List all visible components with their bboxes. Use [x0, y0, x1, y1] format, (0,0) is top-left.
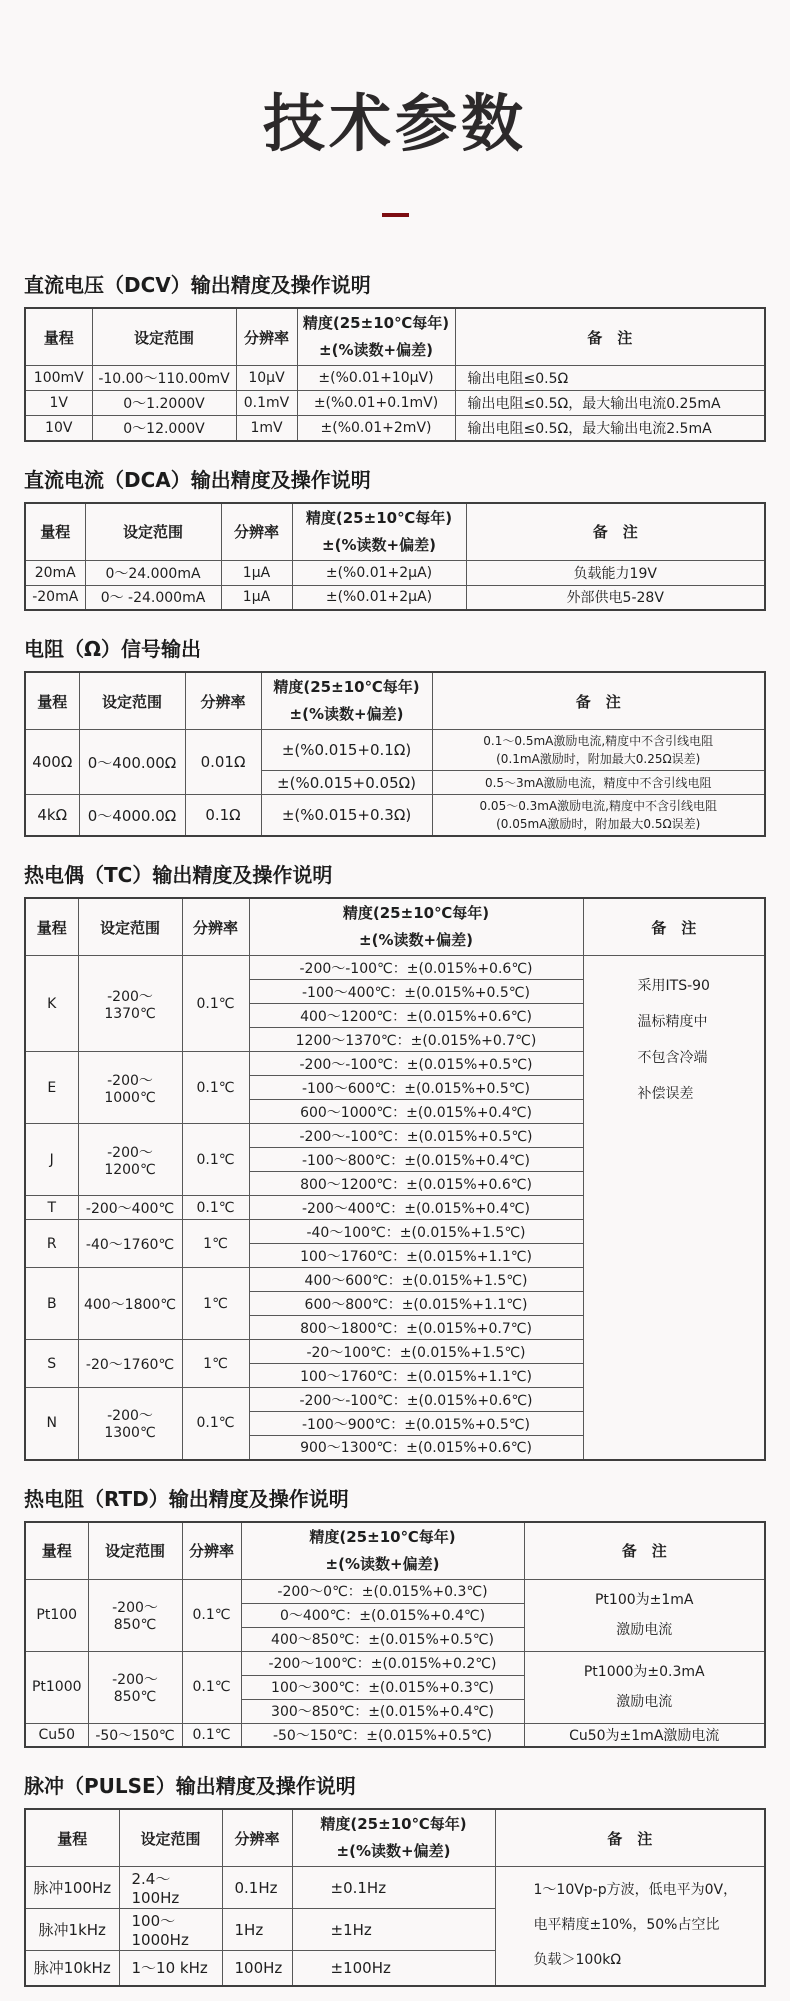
cell-resolution: 1℃ — [182, 1268, 249, 1340]
cell-accuracy: 400～1200℃：±(0.015%+0.6℃) — [249, 1004, 583, 1028]
section-heading-tc: 热电偶（TC）输出精度及操作说明 — [24, 863, 333, 887]
cell-range: 1V — [25, 391, 92, 416]
cell-accuracy: -40～100℃：±(0.015%+1.5℃) — [249, 1220, 583, 1244]
table-row — [25, 1723, 765, 1747]
accuracy-header-line2: ±(%读数+偏差) — [359, 931, 473, 949]
cell-resolution: 0.1℃ — [182, 956, 249, 1052]
remark-line: Pt1000为±0.3mA — [583, 1664, 705, 1680]
cell-remark: 输出电阻≤0.5Ω，最大输出电流0.25mA — [455, 391, 765, 416]
accuracy-header-line2: ±(%读数+偏差) — [322, 535, 436, 554]
col-header-accuracy — [261, 672, 432, 730]
col-header-range: 量程 — [25, 898, 78, 956]
col-header-resolution: 分辨率 — [182, 898, 249, 956]
col-header-accuracy — [297, 308, 455, 366]
section-heading-rtd: 热电阻（RTD）输出精度及操作说明 — [24, 1486, 349, 1511]
accuracy-header-line2: ±(%读数+偏差) — [325, 1554, 440, 1573]
cell-accuracy: -100～900℃：±(0.015%+0.5℃) — [249, 1412, 583, 1436]
section-heading-resistance: 电阻（Ω）信号输出 — [24, 637, 202, 661]
table-row — [25, 366, 765, 391]
cell-range: Cu50 — [25, 1723, 88, 1747]
page-header — [0, 74, 790, 217]
cell-accuracy: -20～100℃：±(0.015%+1.5℃) — [249, 1340, 583, 1364]
cell-range: S — [25, 1340, 78, 1388]
cell-accuracy: 0～400℃：±(0.015%+0.4℃) — [241, 1603, 524, 1627]
remark-line: 0.5～3mA激励电流，精度中不含引线电阻 — [484, 775, 712, 790]
cell-accuracy: 600～800℃：±(0.015%+1.1℃) — [249, 1292, 583, 1316]
cell-remark — [524, 1579, 765, 1651]
cell-resolution: 1Hz — [222, 1909, 292, 1951]
table-header-row — [25, 898, 765, 956]
cell-set-range: -200～850℃ — [88, 1579, 182, 1651]
cell-remark — [432, 771, 765, 795]
col-header-range: 量程 — [25, 503, 85, 561]
cell-range: -20mA — [25, 585, 85, 610]
cell-resolution: 0.1Ω — [185, 795, 261, 837]
col-header-remark: 备 注 — [466, 503, 765, 561]
cell-remark — [583, 956, 765, 1460]
cell-set-range: -200～400℃ — [78, 1196, 182, 1220]
cell-accuracy: 900～1300℃：±(0.015%+0.6℃) — [249, 1436, 583, 1460]
cell-accuracy: -200～0℃：±(0.015%+0.3℃) — [241, 1579, 524, 1603]
cell-resolution: 0.1℃ — [182, 1052, 249, 1124]
cell-remark — [432, 730, 765, 771]
table-row — [25, 795, 765, 837]
cell-accuracy: -50～150℃：±(0.015%+0.5℃) — [241, 1723, 524, 1747]
cell-set-range: -50～150℃ — [88, 1723, 182, 1747]
remark-line: 电平精度±10%，50%占空比 — [533, 1917, 720, 1934]
cell-accuracy: 100～300℃：±(0.015%+0.3℃) — [241, 1675, 524, 1699]
cell-range: 4kΩ — [25, 795, 79, 837]
accuracy-header-line1: 精度(25±10℃每年) — [273, 678, 420, 696]
cell-accuracy: ±(%0.01+2μA) — [292, 585, 466, 610]
table-row — [25, 560, 765, 585]
cell-accuracy: ±(%0.01+10μV) — [297, 366, 455, 391]
col-header-remark: 备 注 — [432, 672, 765, 730]
remark-line: 补偿误差 — [637, 1086, 694, 1102]
dca-table — [24, 502, 766, 612]
cell-range: E — [25, 1052, 78, 1124]
cell-set-range: -10.00～110.00mV — [92, 366, 236, 391]
cell-accuracy: -200～-100℃：±(0.015%+0.5℃) — [249, 1124, 583, 1148]
col-header-set-range: 设定范围 — [85, 503, 221, 561]
cell-accuracy: -100～600℃：±(0.015%+0.5℃) — [249, 1076, 583, 1100]
accuracy-header-line2: ±(%读数+偏差) — [289, 705, 404, 723]
title-divider — [382, 213, 409, 217]
col-header-accuracy — [292, 503, 466, 561]
section-heading-dca: 直流电流（DCA）输出精度及操作说明 — [24, 467, 371, 492]
cell-set-range: -200～1000℃ — [78, 1052, 182, 1124]
cell-accuracy: -200～-100℃：±(0.015%+0.6℃) — [249, 956, 583, 980]
cell-accuracy: -200～400℃：±(0.015%+0.4℃) — [249, 1196, 583, 1220]
cell-resolution: 1℃ — [182, 1220, 249, 1268]
cell-range: N — [25, 1388, 78, 1460]
col-header-set-range: 设定范围 — [88, 1522, 182, 1580]
col-header-accuracy — [292, 1809, 495, 1867]
cell-remark: 输出电阻≤0.5Ω，最大输出电流2.5mA — [455, 416, 765, 441]
cell-accuracy: ±(%0.01+2μA) — [292, 560, 466, 585]
tc-table — [24, 897, 766, 1461]
cell-resolution: 0.1Hz — [222, 1867, 292, 1909]
cell-remark: Cu50为±1mA激励电流 — [524, 1723, 765, 1747]
accuracy-header-line1: 精度(25±10℃每年) — [302, 314, 450, 332]
cell-set-range: 2.4～100Hz — [119, 1867, 222, 1909]
accuracy-header-line1: 精度(25±10℃每年) — [342, 904, 490, 922]
col-header-range: 量程 — [25, 1809, 119, 1867]
remark-line: (0.1mA激励时，附加最大0.25Ω误差) — [496, 752, 701, 766]
cell-range: 20mA — [25, 560, 85, 585]
cell-remark: 负载能力19V — [466, 560, 765, 585]
cell-set-range: 0～400.00Ω — [79, 730, 185, 795]
cell-accuracy: ±100Hz — [292, 1951, 495, 1986]
col-header-accuracy — [249, 898, 583, 956]
remark-line: (0.05mA激励时，附加最大0.5Ω误差) — [496, 817, 701, 831]
cell-remark: 外部供电5-28V — [466, 585, 765, 610]
table-row — [25, 956, 765, 980]
cell-accuracy: 1200～1370℃：±(0.015%+0.7℃) — [249, 1028, 583, 1052]
cell-range: J — [25, 1124, 78, 1196]
col-header-resolution: 分辨率 — [222, 1809, 292, 1867]
col-header-range: 量程 — [25, 672, 79, 730]
cell-range: T — [25, 1196, 78, 1220]
cell-range: B — [25, 1268, 78, 1340]
cell-set-range: 1～10 kHz — [119, 1951, 222, 1986]
cell-accuracy: ±(%0.015+0.3Ω) — [261, 795, 432, 837]
table-row — [25, 1651, 765, 1675]
table-row — [25, 391, 765, 416]
col-header-remark: 备 注 — [524, 1522, 765, 1580]
cell-resolution: 1μA — [221, 560, 292, 585]
col-header-set-range: 设定范围 — [79, 672, 185, 730]
table-row — [25, 730, 765, 771]
remark-line: Pt100为±1mA — [594, 1592, 694, 1608]
cell-set-range: 0～24.000mA — [85, 560, 221, 585]
cell-set-range: -20～1760℃ — [78, 1340, 182, 1388]
cell-resolution: 0.1℃ — [182, 1579, 241, 1651]
cell-accuracy: -200～-100℃：±(0.015%+0.5℃) — [249, 1052, 583, 1076]
cell-range: R — [25, 1220, 78, 1268]
cell-resolution: 0.1mV — [236, 391, 297, 416]
cell-set-range: 0～ -24.000mA — [85, 585, 221, 610]
section-heading-pulse: 脉冲（PULSE）输出精度及操作说明 — [24, 1774, 356, 1798]
table-row — [25, 416, 765, 441]
cell-resolution: 10μV — [236, 366, 297, 391]
cell-resolution: 0.01Ω — [185, 730, 261, 795]
cell-accuracy: ±1Hz — [292, 1909, 495, 1951]
col-header-range: 量程 — [25, 1522, 88, 1580]
cell-range: Pt1000 — [25, 1651, 88, 1723]
cell-accuracy: ±(%0.01+2mV) — [297, 416, 455, 441]
pulse-table — [24, 1808, 766, 1987]
cell-resolution: 0.1℃ — [182, 1651, 241, 1723]
cell-accuracy: 100～1760℃：±(0.015%+1.1℃) — [249, 1244, 583, 1268]
table-header-row — [25, 308, 765, 366]
resistance-table — [24, 671, 766, 837]
cell-accuracy: 300～850℃：±(0.015%+0.4℃) — [241, 1699, 524, 1723]
col-header-range: 量程 — [25, 308, 92, 366]
cell-accuracy: 100～1760℃：±(0.015%+1.1℃) — [249, 1364, 583, 1388]
cell-remark — [432, 795, 765, 837]
cell-resolution: 1mV — [236, 416, 297, 441]
cell-set-range: -200～850℃ — [88, 1651, 182, 1723]
col-header-remark: 备 注 — [495, 1809, 765, 1867]
remark-line: 负载＞100kΩ — [533, 1952, 622, 1969]
cell-set-range: -200～1370℃ — [78, 956, 182, 1052]
cell-accuracy: ±(%0.01+0.1mV) — [297, 391, 455, 416]
cell-accuracy: -100～400℃：±(0.015%+0.5℃) — [249, 980, 583, 1004]
remark-line: 0.05～0.3mA激励电流,精度中不含引线电阻 — [479, 799, 718, 813]
table-row — [25, 1579, 765, 1603]
cell-accuracy: 600～1000℃：±(0.015%+0.4℃) — [249, 1100, 583, 1124]
cell-set-range: 0～12.000V — [92, 416, 236, 441]
col-header-set-range: 设定范围 — [119, 1809, 222, 1867]
cell-accuracy: ±(%0.015+0.1Ω) — [261, 730, 432, 771]
remark-line: 0.1～0.5mA激励电流,精度中不含引线电阻 — [483, 734, 714, 748]
rtd-table — [24, 1521, 766, 1749]
cell-resolution: 1℃ — [182, 1340, 249, 1388]
cell-accuracy: 400～850℃：±(0.015%+0.5℃) — [241, 1627, 524, 1651]
cell-range: K — [25, 956, 78, 1052]
cell-accuracy: -200～100℃：±(0.015%+0.2℃) — [241, 1651, 524, 1675]
cell-resolution: 0.1℃ — [182, 1196, 249, 1220]
cell-range: 400Ω — [25, 730, 79, 795]
accuracy-header-line2: ±(%读数+偏差) — [319, 341, 433, 359]
cell-range: Pt100 — [25, 1579, 88, 1651]
remark-line: 激励电流 — [616, 1694, 673, 1710]
remark-line: 激励电流 — [616, 1622, 673, 1638]
cell-range: 脉冲1kHz — [25, 1909, 119, 1951]
accuracy-header-line1: 精度(25±10℃每年) — [320, 1815, 467, 1833]
cell-resolution: 1μA — [221, 585, 292, 610]
col-header-resolution: 分辨率 — [221, 503, 292, 561]
cell-set-range: 0～4000.0Ω — [79, 795, 185, 837]
table-row — [25, 585, 765, 610]
col-header-set-range: 设定范围 — [78, 898, 182, 956]
cell-range: 100mV — [25, 366, 92, 391]
cell-set-range: 0～1.2000V — [92, 391, 236, 416]
col-header-remark: 备 注 — [455, 308, 765, 366]
cell-set-range: -40～1760℃ — [78, 1220, 182, 1268]
cell-range: 10V — [25, 416, 92, 441]
accuracy-header-line1: 精度(25±10℃每年) — [305, 508, 453, 527]
cell-accuracy: 800～1800℃：±(0.015%+0.7℃) — [249, 1316, 583, 1340]
col-header-resolution: 分辨率 — [185, 672, 261, 730]
table-header-row — [25, 1809, 765, 1867]
col-header-set-range: 设定范围 — [92, 308, 236, 366]
table-header-row — [25, 503, 765, 561]
col-header-resolution: 分辨率 — [182, 1522, 241, 1580]
col-header-remark: 备 注 — [583, 898, 765, 956]
cell-resolution: 0.1℃ — [182, 1723, 241, 1747]
cell-set-range: -200～1200℃ — [78, 1124, 182, 1196]
spec-content — [0, 269, 790, 2001]
page-title: 技术参数 — [262, 87, 527, 160]
cell-accuracy: -100～800℃：±(0.015%+0.4℃) — [249, 1148, 583, 1172]
accuracy-header-line1: 精度(25±10℃每年) — [309, 1527, 456, 1546]
dcv-table — [24, 307, 766, 442]
cell-range: 脉冲10kHz — [25, 1951, 119, 1986]
cell-remark: 输出电阻≤0.5Ω — [455, 366, 765, 391]
cell-resolution: 100Hz — [222, 1951, 292, 1986]
accuracy-header-line2: ±(%读数+偏差) — [336, 1842, 451, 1860]
table-header-row — [25, 1522, 765, 1580]
col-header-accuracy — [241, 1522, 524, 1580]
cell-set-range: -200～1300℃ — [78, 1388, 182, 1460]
remark-line: 采用ITS-90 — [637, 978, 710, 994]
cell-accuracy: ±(%0.015+0.05Ω) — [261, 771, 432, 795]
section-heading-dcv: 直流电压（DCV）输出精度及操作说明 — [24, 273, 371, 297]
cell-remark — [524, 1651, 765, 1723]
remark-line: 温标精度中 — [637, 1014, 708, 1030]
cell-range: 脉冲100Hz — [25, 1867, 119, 1909]
cell-accuracy: 400～600℃：±(0.015%+1.5℃) — [249, 1268, 583, 1292]
col-header-resolution: 分辨率 — [236, 308, 297, 366]
cell-set-range: 100～1000Hz — [119, 1909, 222, 1951]
cell-accuracy: ±0.1Hz — [292, 1867, 495, 1909]
cell-resolution: 0.1℃ — [182, 1124, 249, 1196]
cell-resolution: 0.1℃ — [182, 1388, 249, 1460]
cell-accuracy: -200～-100℃：±(0.015%+0.6℃) — [249, 1388, 583, 1412]
remark-line: 1～10Vp-p方波，低电平为0V， — [533, 1882, 738, 1899]
remark-line: 不包含冷端 — [637, 1050, 708, 1066]
cell-accuracy: 800～1200℃：±(0.015%+0.6℃) — [249, 1172, 583, 1196]
table-header-row — [25, 672, 765, 730]
table-row — [25, 1867, 765, 1909]
cell-set-range: 400～1800℃ — [78, 1268, 182, 1340]
